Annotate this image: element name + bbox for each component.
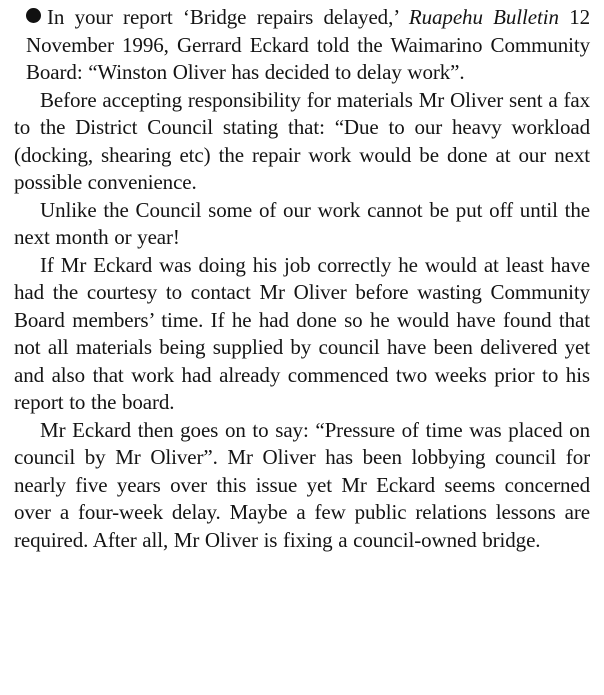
publication-name: Ruapehu Bulletin: [408, 5, 559, 29]
bullet-icon: [26, 8, 41, 23]
paragraph-2: Before accepting responsibility for materials Mr Oliver sent a fax to the District Council stating that: “Due to our heavy workload (docking, shearing etc) the repair work would be done at our next possible convenience.: [14, 87, 590, 194]
paragraph-5: Mr Eckard then goes on to say: “Pressure of time was placed on council by Mr Oliver”. Mr Oliver has been lobbying council for nearly five years over this issue yet Mr Eckard seems concerned over a four-week delay. Maybe a few public relations lessons are required. After all, Mr Oliver is fixing a council-owned bridge.: [14, 417, 590, 552]
paragraph-1-rest: 12 November 1996, Gerrard Eckard told the Waimarino Community Board: “Winston Oliver has decided to delay work”.: [26, 5, 590, 84]
paragraph-4: If Mr Eckard was doing his job correctly he would at least have had the courtesy to contact Mr Oliver before wasting Community Board members’ time. If he had done so he would have found that not all materials being supplied by council have been delivered yet and also that work had already commenced two weeks prior to his report to the board.: [14, 252, 590, 414]
paragraph-1: [14, 4, 590, 87]
paragraph-3: Unlike the Council some of our work cannot be put off until the next month or year!: [14, 197, 590, 249]
paragraph-1-lead: In your report ‘Bridge repairs delayed,’: [47, 5, 409, 29]
